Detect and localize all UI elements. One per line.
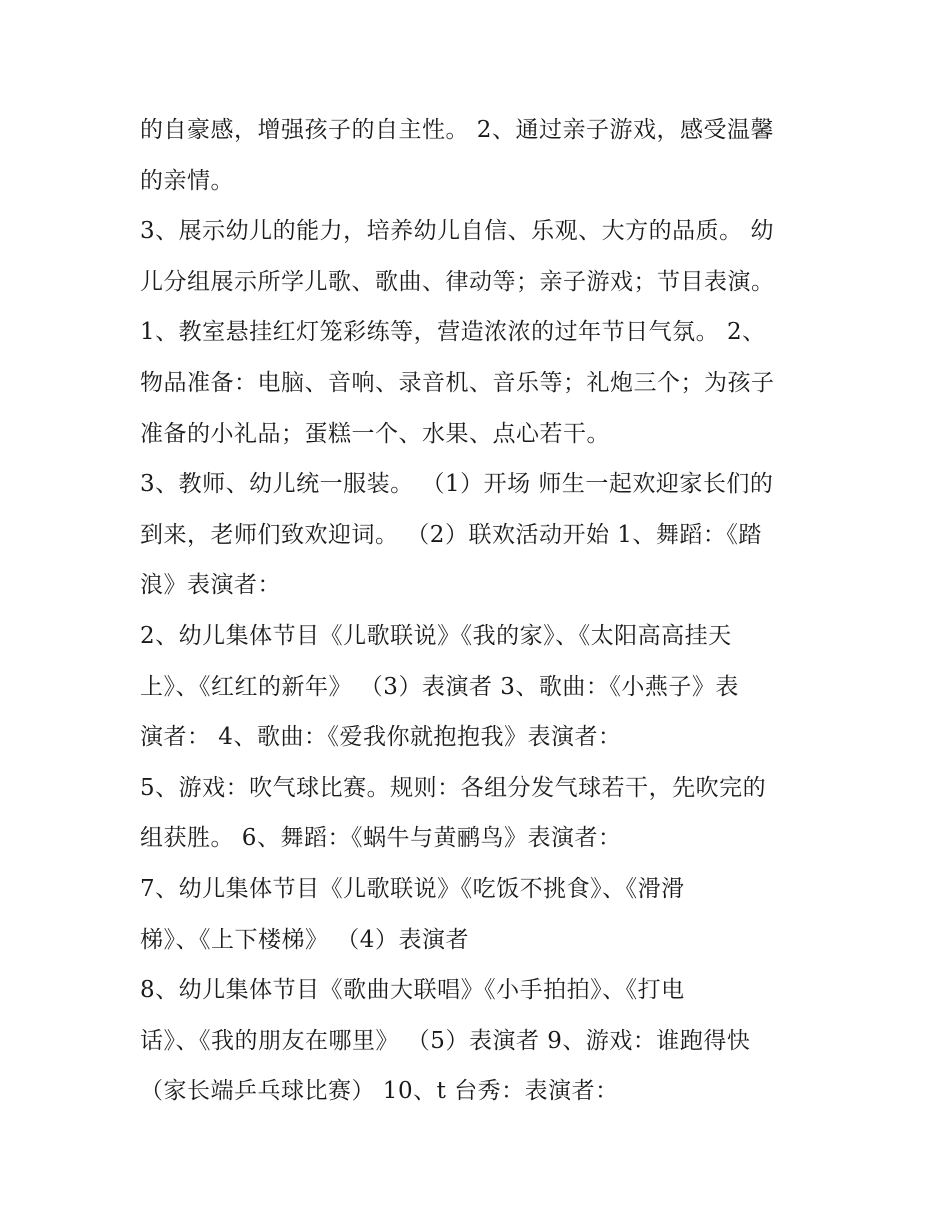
text-line-3: 3、展示幼儿的能力，培养幼儿自信、乐观、大方的品质。 幼: [140, 218, 774, 245]
text-line-8: 3、教师、幼儿统一服装。 （1）开场 师生一起欢迎家长们的: [140, 471, 774, 498]
text-line-13: 演者： 4、歌曲：《爱我你就抱抱我》表演者：: [140, 724, 622, 751]
text-line-15: 组获胜。 6、舞蹈：《蜗牛与黄鹂鸟》表演者：: [140, 825, 622, 852]
text-line-20: （家长端乒乓球比赛） 10、t 台秀：表演者：: [140, 1078, 619, 1105]
text-line-17: 梯》、《上下楼梯》 （4）表演者: [140, 926, 469, 953]
text-line-14: 5、游戏：吹气球比赛。规则：各组分发气球若干，先吹完的: [140, 774, 767, 801]
text-line-1: 的自豪感，增强孩子的自主性。 2、通过亲子游戏，感受温馨: [140, 117, 774, 143]
text-line-18: 8、幼儿集体节目《歌曲大联唱》《小手拍拍》、《打电: [140, 977, 685, 1004]
text-line-11: 2、幼儿集体节目《儿歌联说》《我的家》、《太阳高高挂天: [140, 622, 732, 649]
text-line-6: 物品准备：电脑、音响、录音机、音乐等；礼炮三个；为孩子: [140, 369, 775, 396]
text-line-2: 的亲情。: [140, 167, 234, 194]
text-line-5: 1、教室悬挂红灯笼彩练等，营造浓浓的过年节日气氛。 2、: [140, 319, 766, 346]
text-line-19: 话》、《我的朋友在哪里》 （5）表演者 9、游戏：谁跑得快: [140, 1027, 751, 1054]
text-line-10: 浪》表演者：: [140, 572, 281, 599]
text-line-16: 7、幼儿集体节目《儿歌联说》《吃饭不挑食》、《滑滑: [140, 875, 685, 902]
text-line-4: 儿分组展示所学儿歌、歌曲、律动等；亲子游戏；节目表演。: [140, 268, 775, 295]
body-text: [140, 105, 820, 1117]
text-line-12: 上》、《红红的新年》 （3）表演者 3、歌曲：《小燕子》表: [140, 673, 739, 700]
text-line-7: 准备的小礼品；蛋糕一个、水果、点心若干。: [140, 420, 610, 447]
text-line-9: 到来，老师们致欢迎词。 （2）联欢活动开始 1、舞蹈：《踏: [140, 521, 762, 548]
